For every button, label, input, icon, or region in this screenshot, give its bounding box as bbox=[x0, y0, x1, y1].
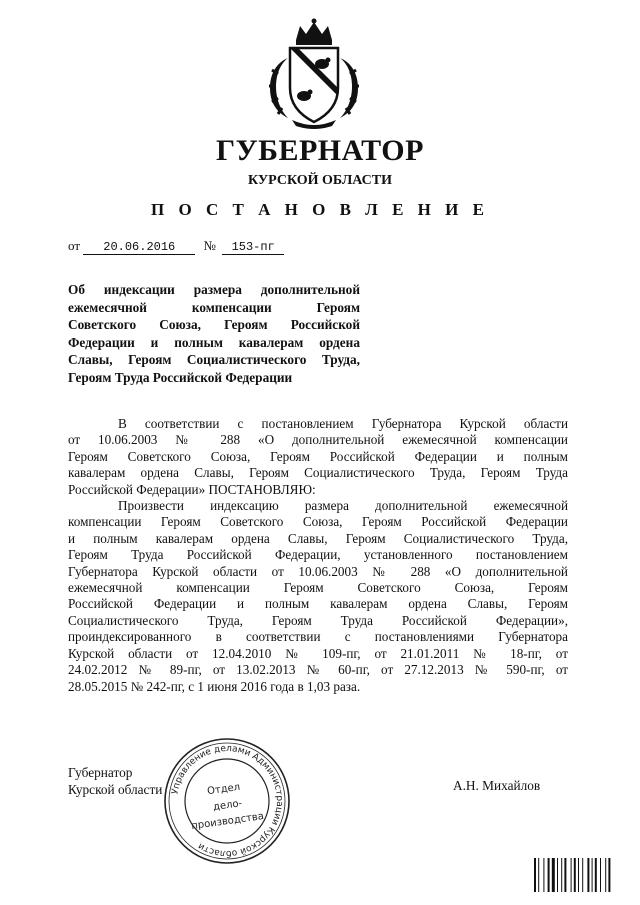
barcode-bar bbox=[571, 858, 572, 892]
document-number: 153-пг bbox=[222, 240, 284, 255]
stamp-center-line: дело- bbox=[212, 798, 243, 814]
subject-line: Советского Союза, Героям Российской bbox=[68, 317, 360, 332]
subject-line: Об индексации размера дополнительной bbox=[68, 282, 360, 297]
document-title: ГУБЕРНАТОР bbox=[216, 134, 424, 167]
number-label: № bbox=[203, 238, 216, 253]
barcode-icon bbox=[534, 858, 624, 892]
barcode-bar bbox=[552, 858, 555, 892]
barcode-bar bbox=[548, 858, 550, 892]
signatory-position bbox=[68, 764, 162, 798]
barcode-bar bbox=[561, 858, 562, 892]
barcode-bar bbox=[564, 858, 566, 892]
barcode-bar bbox=[582, 858, 583, 892]
document-date: 20.06.2016 bbox=[83, 240, 195, 255]
body-line: проиндексированного в соответствии с постановлениями Губернатора bbox=[68, 629, 568, 645]
body-line: Героям Советского Союза, Героям Российской Федерации и полным bbox=[68, 448, 568, 464]
barcode-bar bbox=[574, 858, 576, 892]
barcode-bar bbox=[608, 858, 610, 892]
body-line: компенсации Героям Советского Союза, Героям Российской Федерации bbox=[68, 514, 568, 530]
barcode-bar bbox=[578, 858, 579, 892]
body-line: и полным кавалерам ордена Славы, Героям Социалистического Труда, bbox=[68, 530, 568, 546]
body-line: Губернатора Курской области от 10.06.2003 № 288 «О дополнительной bbox=[68, 563, 568, 579]
body-line: от 10.06.2003 № 288 «О дополнительной ежемесячной компенсации bbox=[68, 432, 568, 448]
body-line: Социалистического Труда, Героям Труда Российской Федерации», bbox=[68, 612, 568, 628]
stamp-center-line: производства bbox=[190, 810, 265, 833]
document-body bbox=[68, 416, 568, 695]
stamp-ring-text: Управление делами Администрации Курской области bbox=[170, 743, 285, 859]
coat-of-arms-icon bbox=[266, 18, 362, 130]
barcode-bar bbox=[543, 858, 544, 892]
body-line: Произвести индексацию размера дополнительной ежемесячной bbox=[118, 498, 568, 514]
body-line: Курской области от 12.04.2010 № 109-пг, от 21.01.2011 № 18-пг, от bbox=[68, 645, 568, 661]
registration-line bbox=[68, 238, 284, 255]
region-subtitle: КУРСКОЙ ОБЛАСТИ bbox=[247, 173, 393, 188]
body-line: Героям Труда Российской Федерации, установленного постановлением bbox=[68, 547, 568, 563]
barcode-bar bbox=[605, 858, 606, 892]
body-line: 28.05.2015 № 242-пг, с 1 июня 2016 года в 1,03 раза. bbox=[68, 678, 361, 694]
subject-line: Федерации и полным кавалерам ордена bbox=[68, 334, 360, 350]
barcode-bar bbox=[557, 858, 558, 892]
barcode-bar bbox=[600, 858, 601, 892]
subject-line: ежемесячной компенсации Героям bbox=[68, 299, 360, 315]
body-line: 24.02.2012 № 89-пг, от 13.02.2013 № 60-пг, от 27.12.2013 № 590-пг, от bbox=[68, 662, 568, 678]
body-line: кавалерам ордена Славы, Героям Социалистического Труда, Героям Труда bbox=[68, 465, 568, 481]
document-subject bbox=[68, 281, 360, 386]
body-line: ежемесячной компенсации Героям Советского Союза, Героям bbox=[68, 580, 568, 596]
document-type: П О С Т А Н О В Л Е Н И Е bbox=[151, 200, 489, 219]
body-line: В соответствии с постановлением Губернатора Курской области bbox=[118, 416, 568, 431]
subject-line: Славы, Героям Социалистического Труда, bbox=[68, 352, 360, 367]
stamp-center-line: Отдел bbox=[206, 781, 241, 798]
signatory-name: А.Н. Михайлов bbox=[453, 778, 541, 793]
body-line: Российской Федерации» ПОСТАНОВЛЯЮ: bbox=[68, 481, 316, 497]
barcode-bar bbox=[538, 858, 539, 892]
barcode-bar bbox=[534, 858, 536, 892]
subject-line: Героям Труда Российской Федерации bbox=[68, 369, 293, 385]
barcode-bar bbox=[595, 858, 597, 892]
position-line: Курской области bbox=[68, 782, 163, 797]
from-label: от bbox=[68, 238, 81, 253]
barcode-bar bbox=[592, 858, 593, 892]
position-line: Губернатор bbox=[68, 765, 133, 780]
body-line: Российской Федерации и полным кавалерам ордена Славы, Героям bbox=[68, 596, 568, 612]
round-stamp-icon bbox=[162, 736, 292, 866]
barcode-bar bbox=[587, 858, 589, 892]
